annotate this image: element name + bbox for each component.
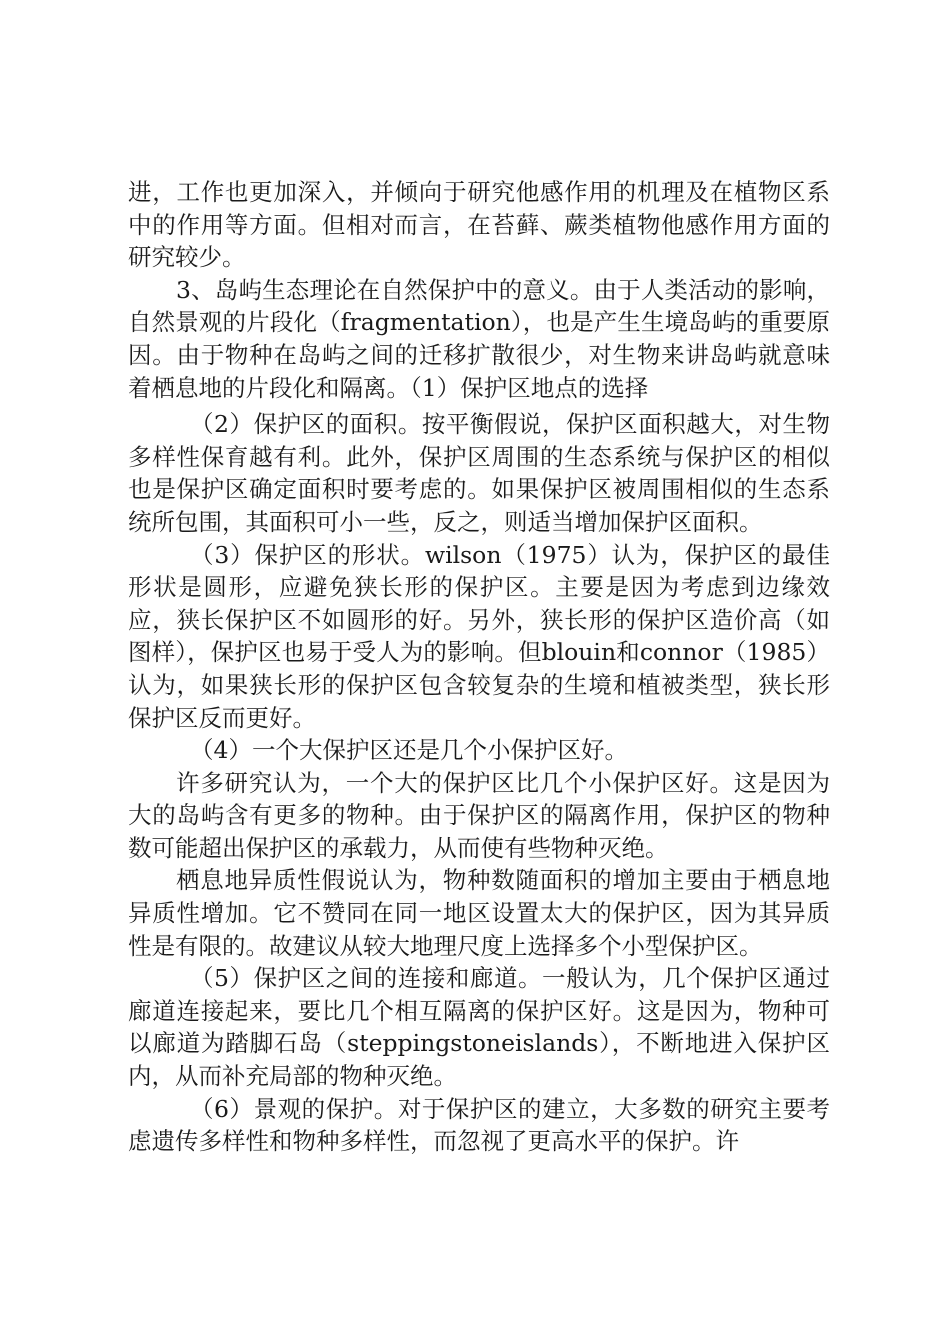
paragraph-large-reserve-view: 许多研究认为，一个大的保护区比几个小保护区好。这是因为大的岛屿含有更多的物种。由于保护区的隔离作用，保护区的物种数可能超出保护区的承载力，从而使有些物种灭绝。 bbox=[128, 768, 830, 862]
paragraph-reserve-area: （2）保护区的面积。按平衡假说，保护区面积越大，对生物多样性保育越有利。此外，保护区周围的生态系统与保护区的相似也是保护区确定面积时要考虑的。如果保护区被周围相似的生态系统所包围，其面积可小一些，反之，则适当增加保护区面积。 bbox=[128, 410, 830, 536]
paragraph-island-theory: 3、岛屿生态理论在自然保护中的意义。由于人类活动的影响，自然景观的片段化（fragmentation），也是产生生境岛屿的重要原因。由于物种在岛屿之间的迁移扩散很少，对生物来讲岛屿就意味着栖息地的片段化和隔离。（1）保护区地点的选择 bbox=[128, 275, 830, 402]
paragraph-large-vs-small: （4）一个大保护区还是几个小保护区好。 bbox=[190, 736, 628, 765]
paragraph-corridors: （5）保护区之间的连接和廊道。一般认为，几个保护区通过廊道连接起来，要比几个相互隔离的保护区好。这是因为，物种可以廊道为踏脚石岛（steppingstoneislands），不断地进入保护区内，从而补充局部的物种灭绝。 bbox=[128, 964, 830, 1091]
paragraph-heterogeneity-hypothesis: 栖息地异质性假说认为，物种数随面积的增加主要由于栖息地异质性增加。它不赞同在同一地区设置太大的保护区，因为其异质性是有限的。故建议从较大地理尺度上选择多个小型保护区。 bbox=[128, 866, 830, 960]
paragraph-landscape-protection: （6）景观的保护。对于保护区的建立，大多数的研究主要考虑遗传多样性和物种多样性，而忽视了更高水平的保护。许 bbox=[128, 1094, 830, 1156]
paragraph-reserve-shape: （3）保护区的形状。wilson（1975）认为，保护区的最佳形状是圆形，应避免狭长形的保护区。主要是因为考虑到边缘效应，狭长保护区不如圆形的好。另外，狭长形的保护区造价高（如图样），保护区也易于受人为的影响。但blouin和connor（1985）认为，如果狭长形的保护区包含较复杂的生境和植被类型，狭长形保护区反而更好。 bbox=[128, 540, 830, 732]
paragraph-continuation: 进，工作也更加深入，并倾向于研究他感作用的机理及在植物区系中的作用等方面。但相对而言，在苔藓、蕨类植物他感作用方面的研究较少。 bbox=[128, 178, 830, 272]
document-body bbox=[128, 176, 830, 1158]
